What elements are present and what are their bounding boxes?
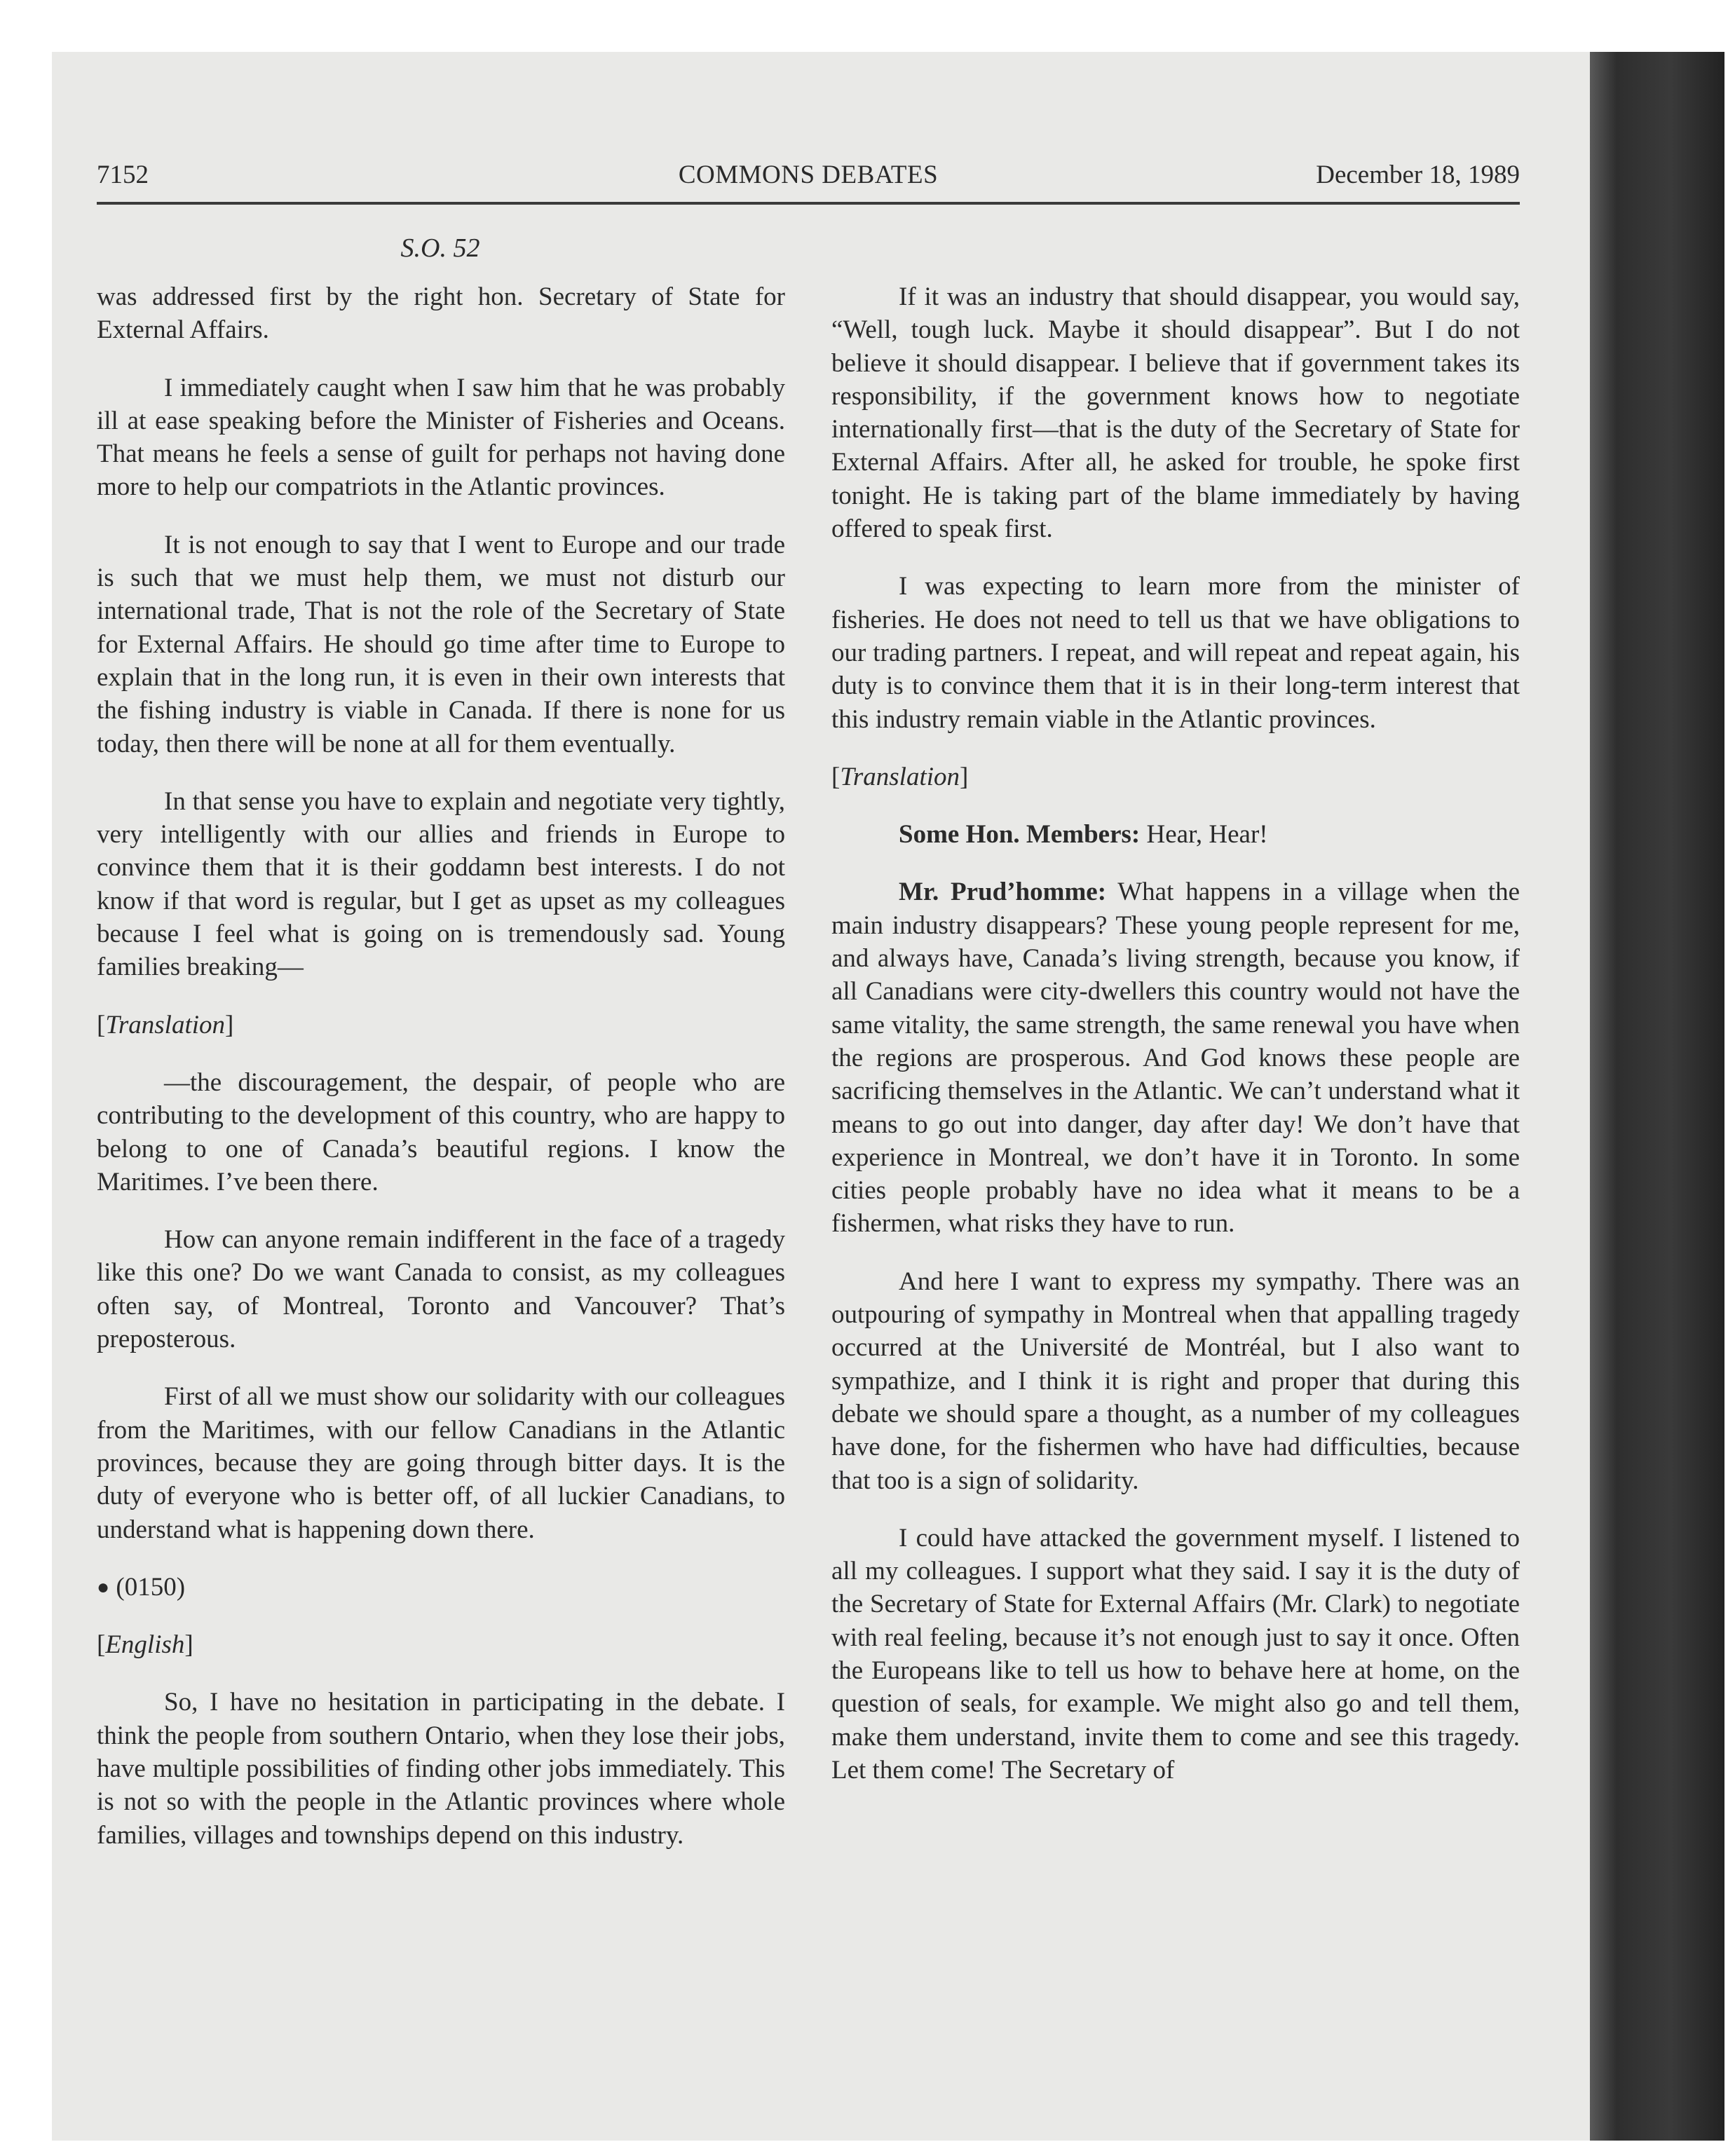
paragraph: I was expecting to learn more from the minister of fisheries. He does not need to tell us that we have obligations to our trading partners. I repeat, and will repeat and repeat again, his duty is to convince them that it is in their long-term interest that this industry remain viable in the Atlantic provinces. [831,572,1520,734]
page-header [97,156,1520,195]
language-tag: [English] [97,1630,193,1660]
page-date: December 18, 1989 [1316,161,1520,189]
language-tag: [Translation] [97,1010,234,1039]
time-marker: ● (0150) [97,1572,186,1602]
speech: Some Hon. Members: Hear, Hear! [899,820,1268,850]
paragraph: First of all we must show our solidarity with our colleagues from the Maritimes, with our fellow Canadians in the Atlantic provinces, because they are going through bitter days. It is the duty of everyone who is better off, of all luckier Canadians, to understand what is happening down there. [97,1382,785,1544]
paragraph: And here I want to express my sympathy. There was an outpouring of sympathy in Montreal when that appalling tragedy occurred at the Université de Montréal, but I also want to sympathize, and I think it is right and proper that during this debate we should spare a thought, as a number of my colleagues have done, for the fishermen who have had difficulties, because that too is a sign of solidarity. [831,1267,1520,1495]
publication-title: COMMONS DEBATES [678,161,939,189]
paragraph: How can anyone remain indifferent in the face of a tragedy like this one? Do we want Canada to consist, as my colleagues often say, of Montreal, Toronto and Vancouver? That’s preposterous. [97,1225,785,1354]
paragraph: I immediately caught when I saw him that he was probably ill at ease speaking before the Minister of Fisheries and Oceans. That means he feels a sense of guilt for perhaps not having done more to help our compatriots in the Atlantic provinces. [97,373,785,502]
paragraph: I could have attacked the government myself. I listened to all my colleagues. I support what they said. I say it is the duty of the Secretary of State for External Affairs (Mr. Clark) to negotiate with real feeling, because it’s not enough just to say it once. Often the Europeans like to tell us how to behave here at home, on the question of seals, for example. We might also go and tell them, make them understand, invite them to come and see this tragedy. Let them come! The Secretary of [831,1523,1520,1785]
paragraph: So, I have no hesitation in participating in the debate. I think the people from southern Ontario, when they lose their jobs, have multiple possibilities of finding other jobs immediately. This is not so with the people in the Atlantic provinces where whole families, villages and townships depend on this industry. [97,1688,785,1850]
paragraph: If it was an industry that should disappear, you would say, “Well, tough luck. Maybe it should disappear”. But I do not believe it should disappear. I believe that if government takes its responsibility, if the government knows how to negotiate internationally first—that is the duty of the Secretary of State for External Affairs. After all, he asked for trouble, he spoke first tonight. He is taking part of the blame immediately by having offered to speak first. [831,282,1520,544]
left-column [97,280,785,1876]
paragraph: It is not enough to say that I went to Europe and our trade is such that we must help them, we must not disturb our international trade, That is not the role of the Secretary of State for External Affairs. He should go time after time to Europe to explain that in the long run, it is even in their own interests that the fishing industry is viable in Canada. If there is none for us today, then there will be none at all for them eventually. [97,530,785,758]
page-number: 7152 [97,161,149,189]
header-rule [97,202,1520,205]
binding-shadow [1590,52,1724,2141]
paragraph: In that sense you have to explain and negotiate very tightly, very intelligently with our allies and friends in Europe to convince them that it is their goddamn best interests. I do not know if that word is regular, but I get as upset as my colleagues because I feel what is going on is tremendously sad. Young families breaking— [97,786,785,982]
right-column [831,280,1520,1811]
paragraph: —the discouragement, the despair, of people who are contributing to the development of this country, who are happy to belong to one of Canada’s beautiful regions. I know the Maritimes. I’ve been there. [97,1067,785,1196]
section-label: S.O. 52 [400,233,480,263]
speech: Mr. Prud’homme: What happens in a village when the main industry disappears? These young people represent for me, and always have, Canada’s living strength, because you know, if all Canadians were city-dwellers this country would not have the same vitality, the same strength, the same renewal you have when the regions are prosperous. And God knows these people are sacrificing themselves in the Atlantic. We can’t understand what it means to go out into danger, day after day! We don’t have that experience in Montreal, we don’t have it in Toronto. In some cities people probably have no idea what it means to be a fishermen, what risks they have to run. [831,878,1520,1239]
bullet-icon: ● [97,1575,110,1599]
speaker-name: Mr. Prud’homme: [899,878,1107,907]
language-tag: [Translation] [831,762,969,791]
speaker-name: Some Hon. Members: [899,820,1141,850]
paragraph: was addressed first by the right hon. Secretary of State for External Affairs. [97,282,785,345]
